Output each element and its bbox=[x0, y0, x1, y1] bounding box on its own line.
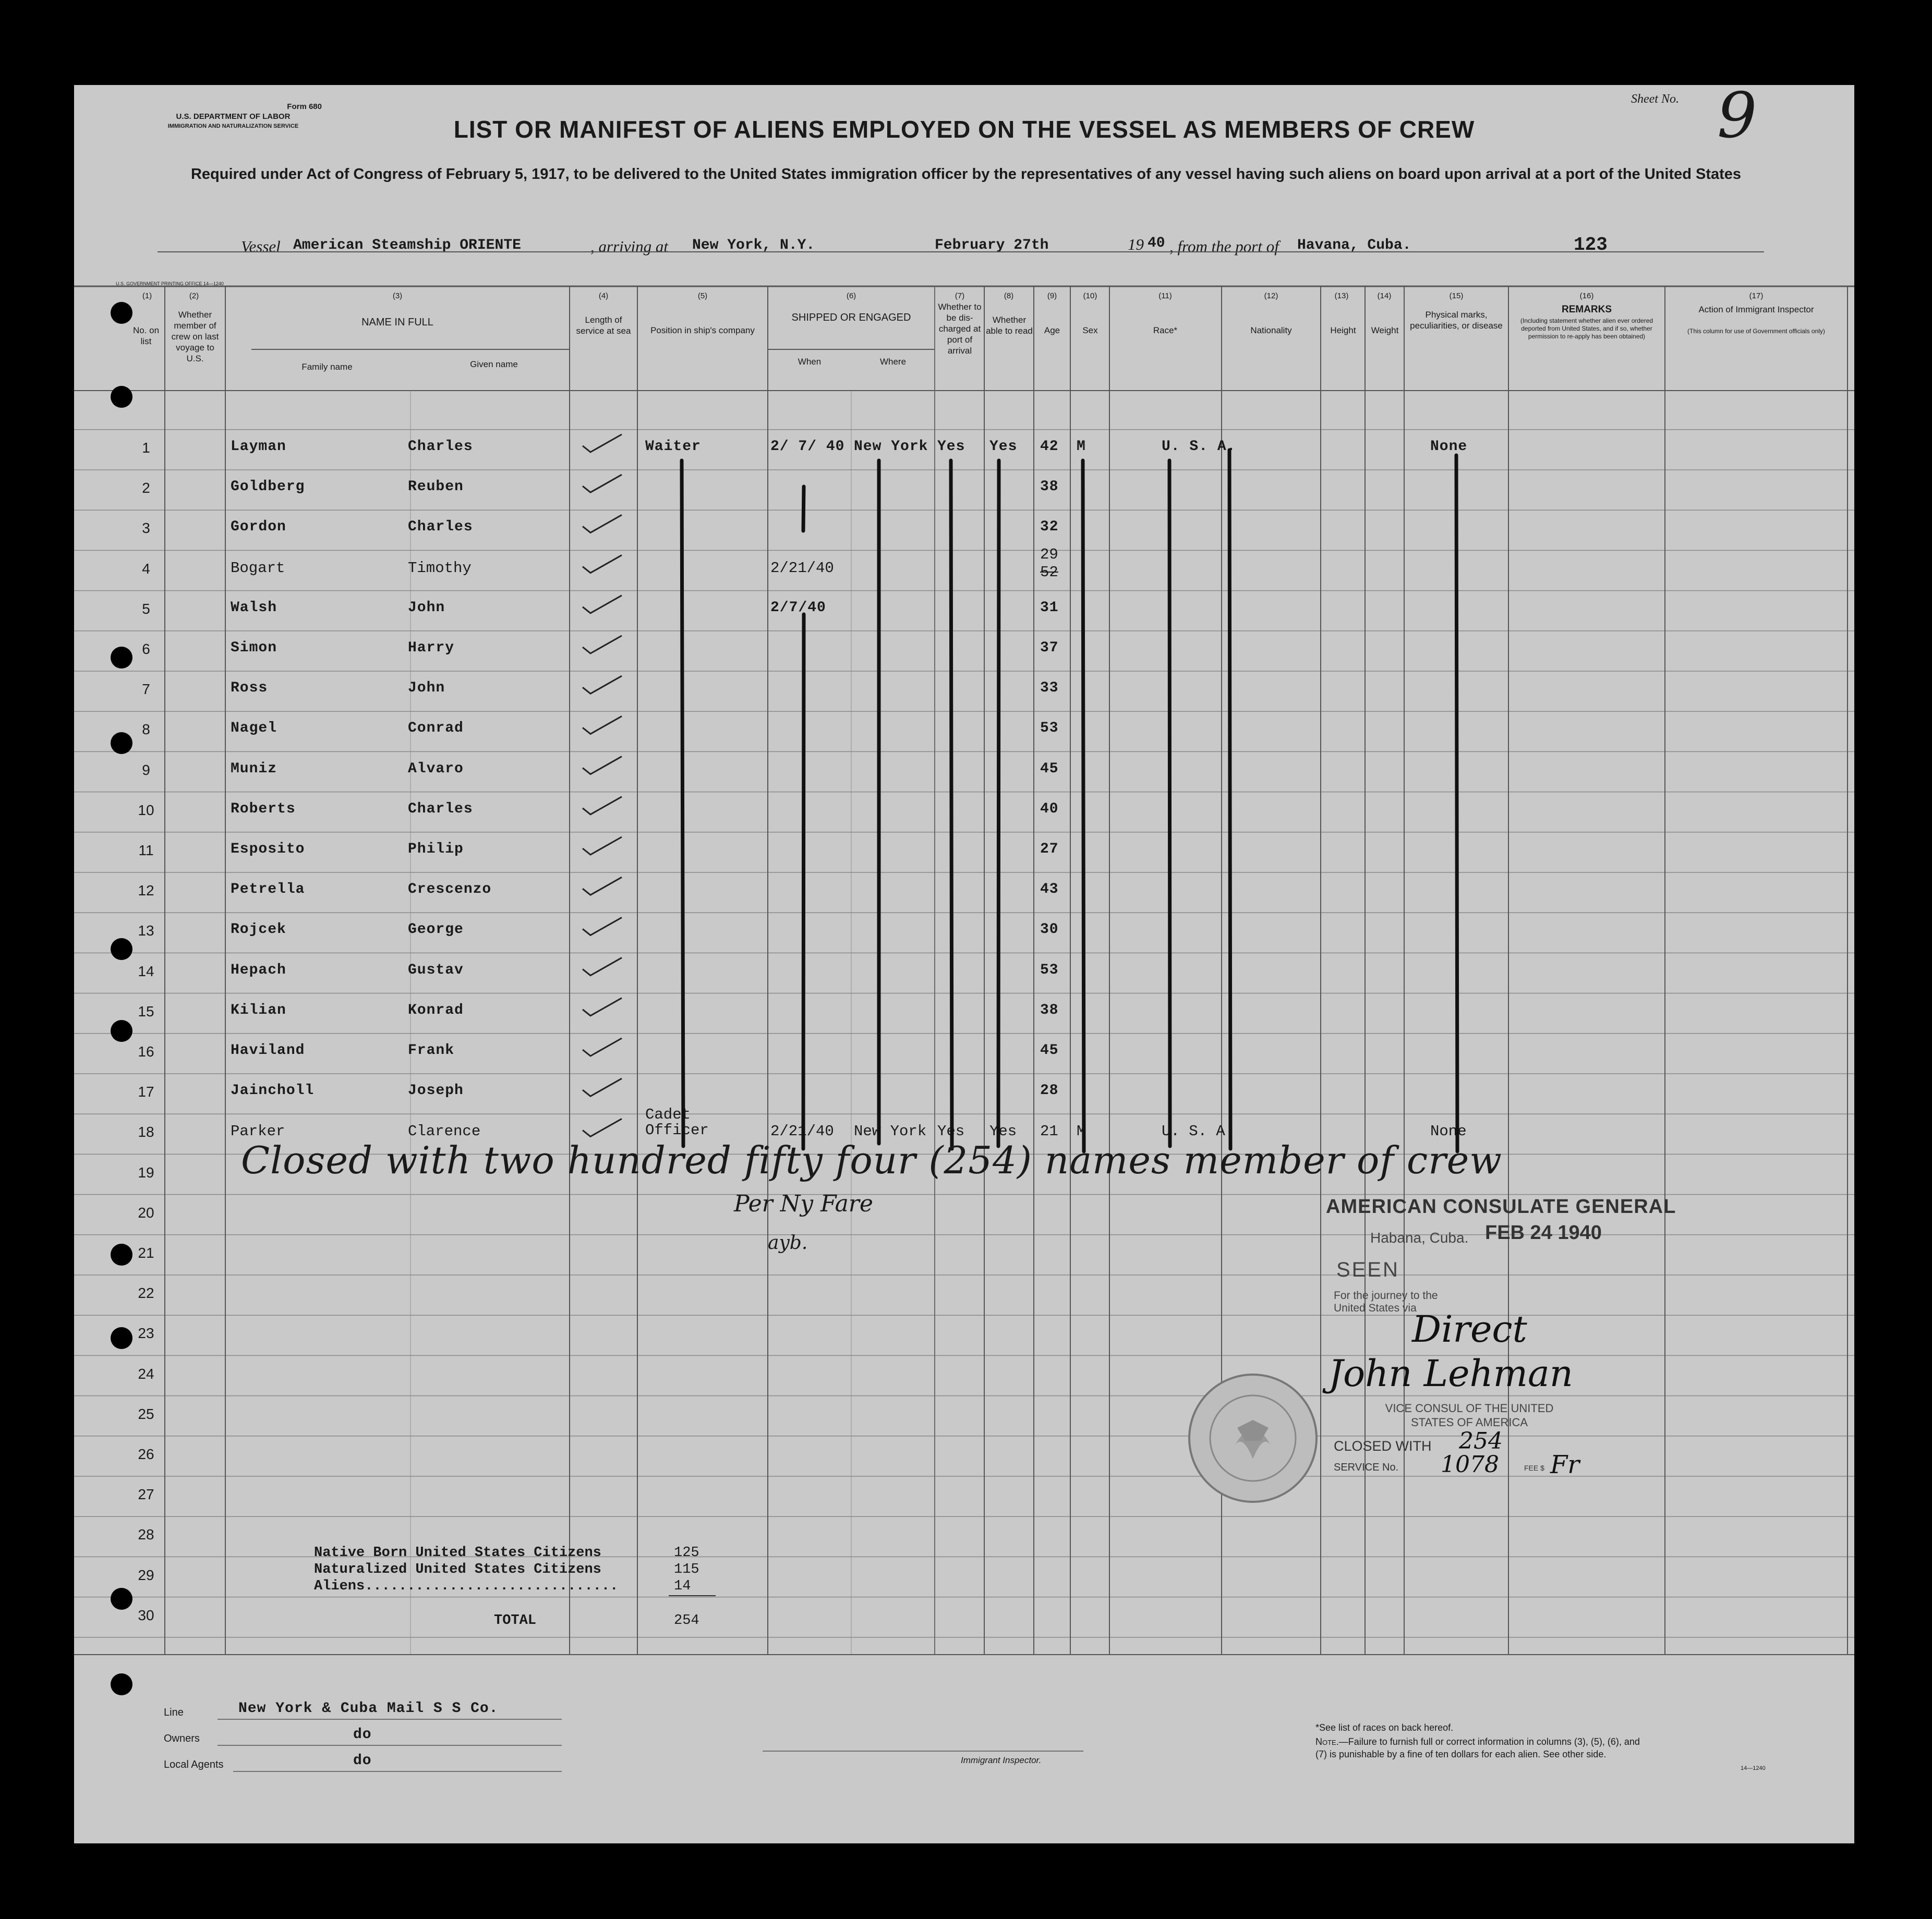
row-number: 9 bbox=[142, 761, 150, 778]
stamp-route: Direct bbox=[1412, 1308, 1527, 1351]
crew-marks: None bbox=[1430, 439, 1468, 455]
crew-given: Konrad bbox=[408, 1002, 464, 1018]
row-number: 23 bbox=[138, 1325, 154, 1342]
service-number-label: SERVICE No. bbox=[1334, 1462, 1399, 1473]
crew-family: Walsh bbox=[231, 599, 277, 616]
crew-when: 2/7/40 bbox=[770, 599, 826, 616]
arriving-label: , arriving at bbox=[590, 237, 668, 256]
crew-family: Petrella bbox=[231, 881, 305, 898]
crew-family: Simon bbox=[231, 640, 277, 656]
crew-family: Gordon bbox=[231, 519, 286, 536]
vessel-name: American Steamship ORIENTE bbox=[293, 237, 521, 253]
crew-age: 29 bbox=[1040, 545, 1058, 563]
header-inspector-action: Action of Immigrant Inspector bbox=[1698, 305, 1814, 314]
stamp-place: Habana, Cuba. bbox=[1370, 1230, 1469, 1246]
consul-title-line-1: VICE CONSUL OF THE UNITED bbox=[1385, 1402, 1554, 1415]
row-number: 19 bbox=[138, 1164, 154, 1181]
binder-hole bbox=[111, 1588, 132, 1610]
header-remarks: REMARKS bbox=[1561, 304, 1612, 315]
crew-age: 38 bbox=[1040, 479, 1059, 495]
crew-given: Clarence bbox=[408, 1123, 481, 1140]
colnum-8: (8) bbox=[1004, 292, 1014, 300]
crew-age: 45 bbox=[1040, 1042, 1059, 1059]
crew-given: Crescenzo bbox=[408, 881, 492, 898]
page-subtitle: Required under Act of Congress of February 5, 1917, to be delivered to the United States immigration officer by the representatives of any vessel having such aliens on board upon arrival at a port of the United States bbox=[190, 166, 1742, 183]
crew-age: 28 bbox=[1040, 1083, 1059, 1099]
year-prefix: 19 bbox=[1128, 235, 1144, 253]
colnum-13: (13) bbox=[1334, 292, 1349, 300]
arriving-port: New York, N.Y. bbox=[692, 237, 815, 253]
header-height: Height bbox=[1330, 325, 1356, 335]
crew-age: 32 bbox=[1040, 519, 1059, 536]
crew-position: Waiter bbox=[645, 439, 701, 455]
totals-value: 115 bbox=[674, 1562, 699, 1577]
colnum-6: (6) bbox=[846, 292, 856, 300]
header-discharged: Whether to be dis-charged at port of arrival bbox=[938, 302, 982, 356]
header-position: Position in ship's company bbox=[650, 325, 755, 335]
footer-line-label: Line bbox=[164, 1707, 184, 1718]
colnum-9: (9) bbox=[1047, 292, 1057, 300]
header-nationality: Nationality bbox=[1250, 325, 1292, 335]
header-family-name: Family name bbox=[301, 362, 353, 372]
sheet-number: 9 bbox=[1717, 80, 1757, 152]
binder-hole bbox=[111, 647, 132, 669]
crew-given: Charles bbox=[408, 519, 473, 536]
penalty-note-label: Note. bbox=[1315, 1736, 1339, 1747]
crew-family: Roberts bbox=[231, 800, 296, 817]
binder-hole bbox=[111, 1244, 132, 1266]
footer-agents-value: do bbox=[353, 1753, 372, 1769]
row-number: 17 bbox=[138, 1084, 154, 1100]
header-shipped-engaged: SHIPPED OR ENGAGED bbox=[791, 312, 911, 323]
totals-value: 14 bbox=[674, 1578, 691, 1594]
crew-age: 37 bbox=[1040, 640, 1059, 656]
printer-note: U.S. GOVERNMENT PRINTING OFFICE 14—1240 bbox=[116, 281, 224, 286]
crew-given: George bbox=[408, 921, 464, 938]
totals-total-label: TOTAL bbox=[494, 1613, 537, 1629]
crew-family: Haviland bbox=[231, 1042, 305, 1059]
crew-family: Parker bbox=[231, 1123, 285, 1140]
crew-race: U. S. A. bbox=[1162, 439, 1236, 455]
binder-hole bbox=[111, 938, 132, 960]
consul-signature: John Lehman bbox=[1329, 1352, 1573, 1395]
vessel-label: Vessel bbox=[241, 237, 281, 256]
footer-owners-value: do bbox=[353, 1727, 372, 1743]
crew-family: Goldberg bbox=[231, 479, 305, 495]
row-number: 24 bbox=[138, 1365, 154, 1382]
row-number: 7 bbox=[142, 681, 150, 698]
totals-total-value: 254 bbox=[674, 1613, 699, 1629]
crew-given: Reuben bbox=[408, 479, 464, 495]
colnum-11: (11) bbox=[1158, 292, 1172, 300]
header-inspector-note: (This column for use of Government officials only) bbox=[1687, 327, 1825, 335]
crew-when: 2/21/40 bbox=[770, 559, 834, 577]
row-number: 5 bbox=[142, 600, 150, 617]
service-number-value: 1078 bbox=[1441, 1451, 1499, 1478]
row-number: 27 bbox=[138, 1486, 154, 1503]
row-number: 25 bbox=[138, 1405, 154, 1422]
binder-hole bbox=[111, 1020, 132, 1042]
row-number: 2 bbox=[142, 480, 150, 496]
fee-label: FEE $ bbox=[1524, 1464, 1544, 1472]
crew-age-struck: 52 bbox=[1040, 563, 1058, 581]
header-able-to-read: Whether able to read bbox=[986, 315, 1033, 336]
crew-family: Layman bbox=[231, 439, 286, 455]
header-where: Where bbox=[879, 357, 907, 367]
totals-label: Native Born United States Citizens bbox=[314, 1545, 601, 1561]
crew-read: Yes bbox=[989, 1123, 1017, 1140]
totals-underline bbox=[669, 1595, 716, 1596]
colnum-1: (1) bbox=[142, 292, 152, 300]
seal-graphic bbox=[1185, 1370, 1321, 1506]
colnum-16: (16) bbox=[1579, 292, 1594, 300]
header-weight: Weight bbox=[1371, 325, 1399, 335]
header-given-name: Given name bbox=[470, 359, 518, 369]
page-title: LIST OR MANIFEST OF ALIENS EMPLOYED ON THE VESSEL AS MEMBERS OF CREW bbox=[453, 116, 1475, 143]
row-number: 8 bbox=[142, 721, 150, 738]
crew-given: John bbox=[408, 599, 445, 616]
colnum-2: (2) bbox=[189, 292, 199, 300]
crew-read: Yes bbox=[989, 439, 1018, 455]
header-no-on-list: No. on list bbox=[132, 325, 160, 346]
row-number: 14 bbox=[138, 963, 154, 979]
handwritten-initials: ayb. bbox=[768, 1232, 808, 1254]
row-number: 26 bbox=[138, 1446, 154, 1462]
form-code: 14—1240 bbox=[1741, 1765, 1766, 1771]
footer-owners-label: Owners bbox=[164, 1733, 200, 1744]
crew-family: Jaincholl bbox=[231, 1083, 315, 1099]
form-number: Form 680 bbox=[287, 102, 322, 111]
header-remarks-note: (Including statement whether alien ever ordered deported from United States, and if so, whether permission to re-apply has been obtained) bbox=[1520, 317, 1653, 340]
crew-sex: M bbox=[1077, 439, 1086, 455]
row-number: 29 bbox=[138, 1566, 154, 1583]
closed-with-label: CLOSED WITH bbox=[1334, 1438, 1432, 1454]
crew-age: 38 bbox=[1040, 1002, 1059, 1018]
crew-discharged: Yes bbox=[937, 439, 965, 455]
department-name: U.S. DEPARTMENT OF LABOR bbox=[176, 112, 291, 121]
row-number: 30 bbox=[138, 1607, 154, 1623]
row-number: 22 bbox=[138, 1285, 154, 1302]
handwritten-signature: Per Ny Fare bbox=[734, 1191, 873, 1217]
colnum-14: (14) bbox=[1377, 292, 1392, 300]
crew-given: Charles bbox=[408, 439, 473, 455]
manifest-sheet bbox=[74, 80, 1854, 1843]
colnum-17: (17) bbox=[1749, 292, 1764, 300]
crew-family: Muniz bbox=[231, 760, 277, 777]
from-port: Havana, Cuba. bbox=[1297, 237, 1411, 253]
crew-marks: None bbox=[1430, 1123, 1467, 1140]
crew-family: Bogart bbox=[231, 559, 285, 577]
row-number: 18 bbox=[138, 1124, 154, 1140]
crew-age: 31 bbox=[1040, 599, 1059, 616]
crew-family: Ross bbox=[231, 680, 268, 697]
crew-age: 42 bbox=[1040, 439, 1059, 455]
year: 40 bbox=[1148, 235, 1165, 251]
crew-given: Alvaro bbox=[408, 760, 464, 777]
header-when: When bbox=[798, 357, 822, 367]
crew-when: 2/ 7/ 40 bbox=[770, 439, 845, 455]
crew-given: Frank bbox=[408, 1042, 455, 1059]
colnum-5: (5) bbox=[697, 292, 708, 300]
colnum-10: (10) bbox=[1083, 292, 1097, 300]
crew-age: 21 bbox=[1040, 1123, 1058, 1140]
row-number: 11 bbox=[138, 842, 154, 858]
crew-family: Esposito bbox=[231, 841, 305, 857]
stamp-title: AMERICAN CONSULATE GENERAL bbox=[1326, 1196, 1676, 1218]
crew-age: 43 bbox=[1040, 881, 1059, 898]
colnum-3: (3) bbox=[392, 292, 403, 300]
footer-agents-label: Local Agents bbox=[164, 1759, 224, 1770]
header-length-of-service: Length of service at sea bbox=[576, 315, 631, 336]
row-number: 1 bbox=[142, 440, 150, 456]
row-number: 20 bbox=[138, 1204, 154, 1221]
binder-hole bbox=[111, 1673, 132, 1695]
race-note: *See list of races on back hereof. bbox=[1315, 1722, 1454, 1733]
crew-where: New York bbox=[854, 439, 928, 455]
colnum-15: (15) bbox=[1449, 292, 1464, 300]
crew-when: 2/21/40 bbox=[770, 1123, 834, 1140]
binder-hole bbox=[111, 302, 132, 324]
crew-age: 53 bbox=[1040, 720, 1059, 737]
manifest-number: 123 bbox=[1574, 234, 1608, 256]
header-name-in-full: NAME IN FULL bbox=[361, 317, 433, 328]
crew-given: Gustav bbox=[408, 962, 464, 978]
crew-family: Hepach bbox=[231, 962, 286, 978]
crew-where: New York bbox=[854, 1123, 927, 1140]
crew-age: 27 bbox=[1040, 841, 1059, 857]
row-number: 28 bbox=[138, 1526, 154, 1543]
fee-value: Fr bbox=[1550, 1450, 1580, 1479]
binder-hole bbox=[111, 1327, 132, 1349]
crew-given: Conrad bbox=[408, 720, 464, 737]
crew-age: 53 bbox=[1040, 962, 1059, 978]
header-race: Race* bbox=[1153, 325, 1178, 335]
colnum-4: (4) bbox=[598, 292, 609, 300]
arrival-date: February 27th bbox=[935, 237, 1049, 253]
row-number: 15 bbox=[138, 1003, 154, 1019]
crew-sex: M bbox=[1077, 1123, 1086, 1140]
crew-family: Kilian bbox=[231, 1002, 286, 1018]
crew-family: Nagel bbox=[231, 720, 277, 737]
header-sex: Sex bbox=[1082, 325, 1098, 335]
row-number: 4 bbox=[142, 560, 150, 577]
header-age: Age bbox=[1044, 325, 1060, 335]
service-name: IMMIGRATION AND NATURALIZATION SERVICE bbox=[167, 123, 299, 129]
colnum-7: (7) bbox=[955, 292, 965, 300]
colnum-12: (12) bbox=[1264, 292, 1278, 300]
crew-given: Timothy bbox=[408, 559, 472, 577]
consulate-seal bbox=[1185, 1370, 1321, 1506]
from-label: , from the port of bbox=[1169, 237, 1279, 256]
totals-label: Naturalized United States Citizens bbox=[314, 1562, 601, 1577]
binder-hole bbox=[111, 732, 132, 754]
penalty-note-text: —Failure to furnish full or correct information in columns (3), (5), (6), and (7) is punishable by a fine of ten dollars for each alien. See other side. bbox=[1315, 1736, 1640, 1759]
crew-position: Cadet Officer bbox=[645, 1106, 709, 1139]
consul-title-line-2: STATES OF AMERICA bbox=[1410, 1416, 1528, 1429]
crew-given: John bbox=[408, 680, 445, 697]
inspector-signature-label: Immigrant Inspector. bbox=[961, 1755, 1042, 1765]
crew-age: 45 bbox=[1040, 760, 1059, 777]
footer-line-value: New York & Cuba Mail S S Co. bbox=[238, 1701, 499, 1717]
header-crew-last-voyage: Whether member of crew on last voyage to U.S. bbox=[171, 310, 219, 363]
header-physical-marks: Physical marks, peculiarities, or disease bbox=[1410, 310, 1503, 331]
stamp-journey: For the journey to the United States via bbox=[1334, 1290, 1438, 1314]
crew-age: 30 bbox=[1040, 921, 1059, 938]
crew-age: 40 bbox=[1040, 800, 1059, 817]
row-number: 16 bbox=[138, 1043, 154, 1060]
totals-label: Aliens.............................. bbox=[314, 1578, 619, 1594]
penalty-note bbox=[1315, 1735, 1649, 1760]
row-number: 6 bbox=[142, 641, 150, 657]
row-number: 13 bbox=[138, 922, 154, 939]
stamp-seen: SEEN bbox=[1336, 1258, 1399, 1281]
crew-given: Harry bbox=[408, 640, 455, 656]
sheet-number-label: Sheet No. bbox=[1631, 92, 1679, 106]
crew-discharged: Yes bbox=[937, 1123, 965, 1140]
closed-with-value: 254 bbox=[1459, 1428, 1503, 1454]
row-number: 21 bbox=[138, 1245, 154, 1261]
row-number: 12 bbox=[138, 882, 154, 899]
stamp-date: FEB 24 1940 bbox=[1485, 1222, 1602, 1244]
handwritten-closure: Closed with two hundred fifty four (254) names member of crew bbox=[241, 1138, 1502, 1182]
binder-hole bbox=[111, 386, 132, 408]
row-number: 10 bbox=[138, 801, 154, 818]
crew-given: Joseph bbox=[408, 1083, 464, 1099]
row-number: 3 bbox=[142, 520, 150, 537]
consulate-stamp bbox=[1318, 1185, 1683, 1456]
crew-age: 33 bbox=[1040, 680, 1059, 697]
crew-family: Rojcek bbox=[231, 921, 286, 938]
crew-given: Philip bbox=[408, 841, 464, 857]
totals-value: 125 bbox=[674, 1545, 699, 1561]
crew-race: U. S. A. bbox=[1162, 1123, 1235, 1140]
crew-given: Charles bbox=[408, 800, 473, 817]
